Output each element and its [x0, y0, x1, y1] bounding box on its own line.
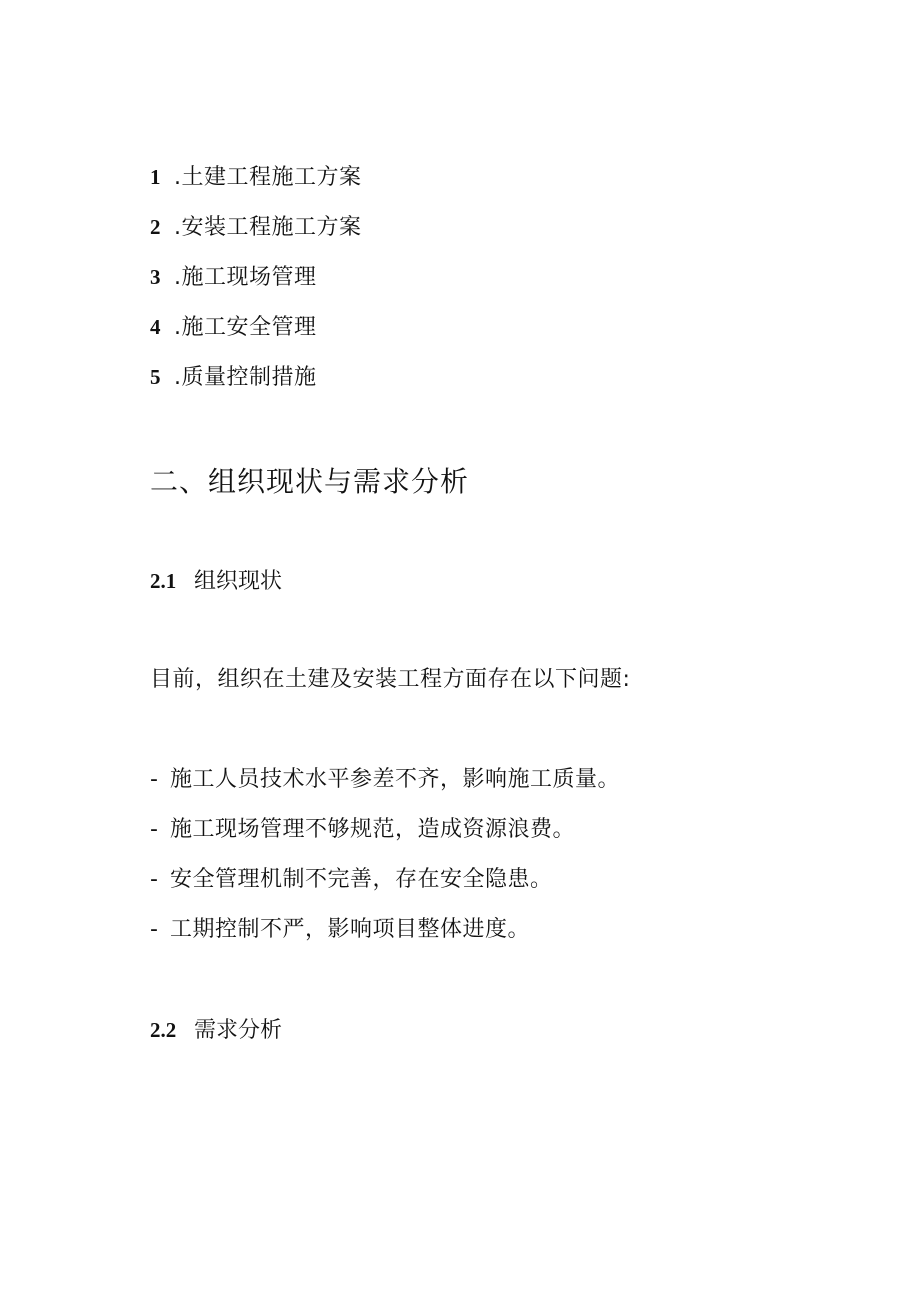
toc-item: [150, 261, 317, 293]
toc-item-text: .施工安全管理: [174, 315, 317, 340]
toc-item-number: 5: [150, 365, 161, 389]
toc-item: [150, 361, 317, 393]
toc-item-number: 4: [150, 315, 161, 339]
subsection-heading: [150, 565, 282, 597]
toc-item-text: .质量控制措施: [174, 365, 317, 390]
intro-paragraph: 目前，组织在土建及安装工程方面存在以下问题:: [150, 667, 631, 692]
toc-item-text: .安装工程施工方案: [174, 215, 362, 240]
list-item: [150, 914, 530, 946]
bullet-dash: -: [150, 867, 159, 892]
bullet-dash: -: [150, 817, 159, 842]
subsection-number: 2.1: [150, 569, 177, 593]
list-item-text: 施工人员技术水平参差不齐，影响施工质量。: [170, 767, 621, 792]
subsection-title: 组织现状: [194, 569, 283, 594]
toc-item-number: 3: [150, 265, 161, 289]
bullet-dash: -: [150, 917, 159, 942]
toc-item: [150, 211, 362, 243]
bullet-dash: -: [150, 767, 159, 792]
toc-item-text: .施工现场管理: [174, 265, 317, 290]
toc-item-text: .土建工程施工方案: [174, 165, 362, 190]
section-title: 二、组织现状与需求分析: [150, 465, 470, 498]
subsection-heading: [150, 1014, 282, 1046]
toc-item: [150, 161, 362, 193]
toc-item-number: 2: [150, 215, 161, 239]
list-item: [150, 864, 553, 896]
list-item-text: 施工现场管理不够规范，造成资源浪费。: [170, 817, 576, 842]
subsection-title: 需求分析: [194, 1018, 283, 1043]
toc-item-number: 1: [150, 165, 161, 189]
subsection-number: 2.2: [150, 1018, 177, 1042]
list-item-text: 安全管理机制不完善，存在安全隐患。: [170, 867, 553, 892]
list-item: [150, 814, 575, 846]
list-item-text: 工期控制不严，影响项目整体进度。: [170, 917, 531, 942]
toc-item: [150, 311, 317, 343]
list-item: [150, 764, 620, 796]
